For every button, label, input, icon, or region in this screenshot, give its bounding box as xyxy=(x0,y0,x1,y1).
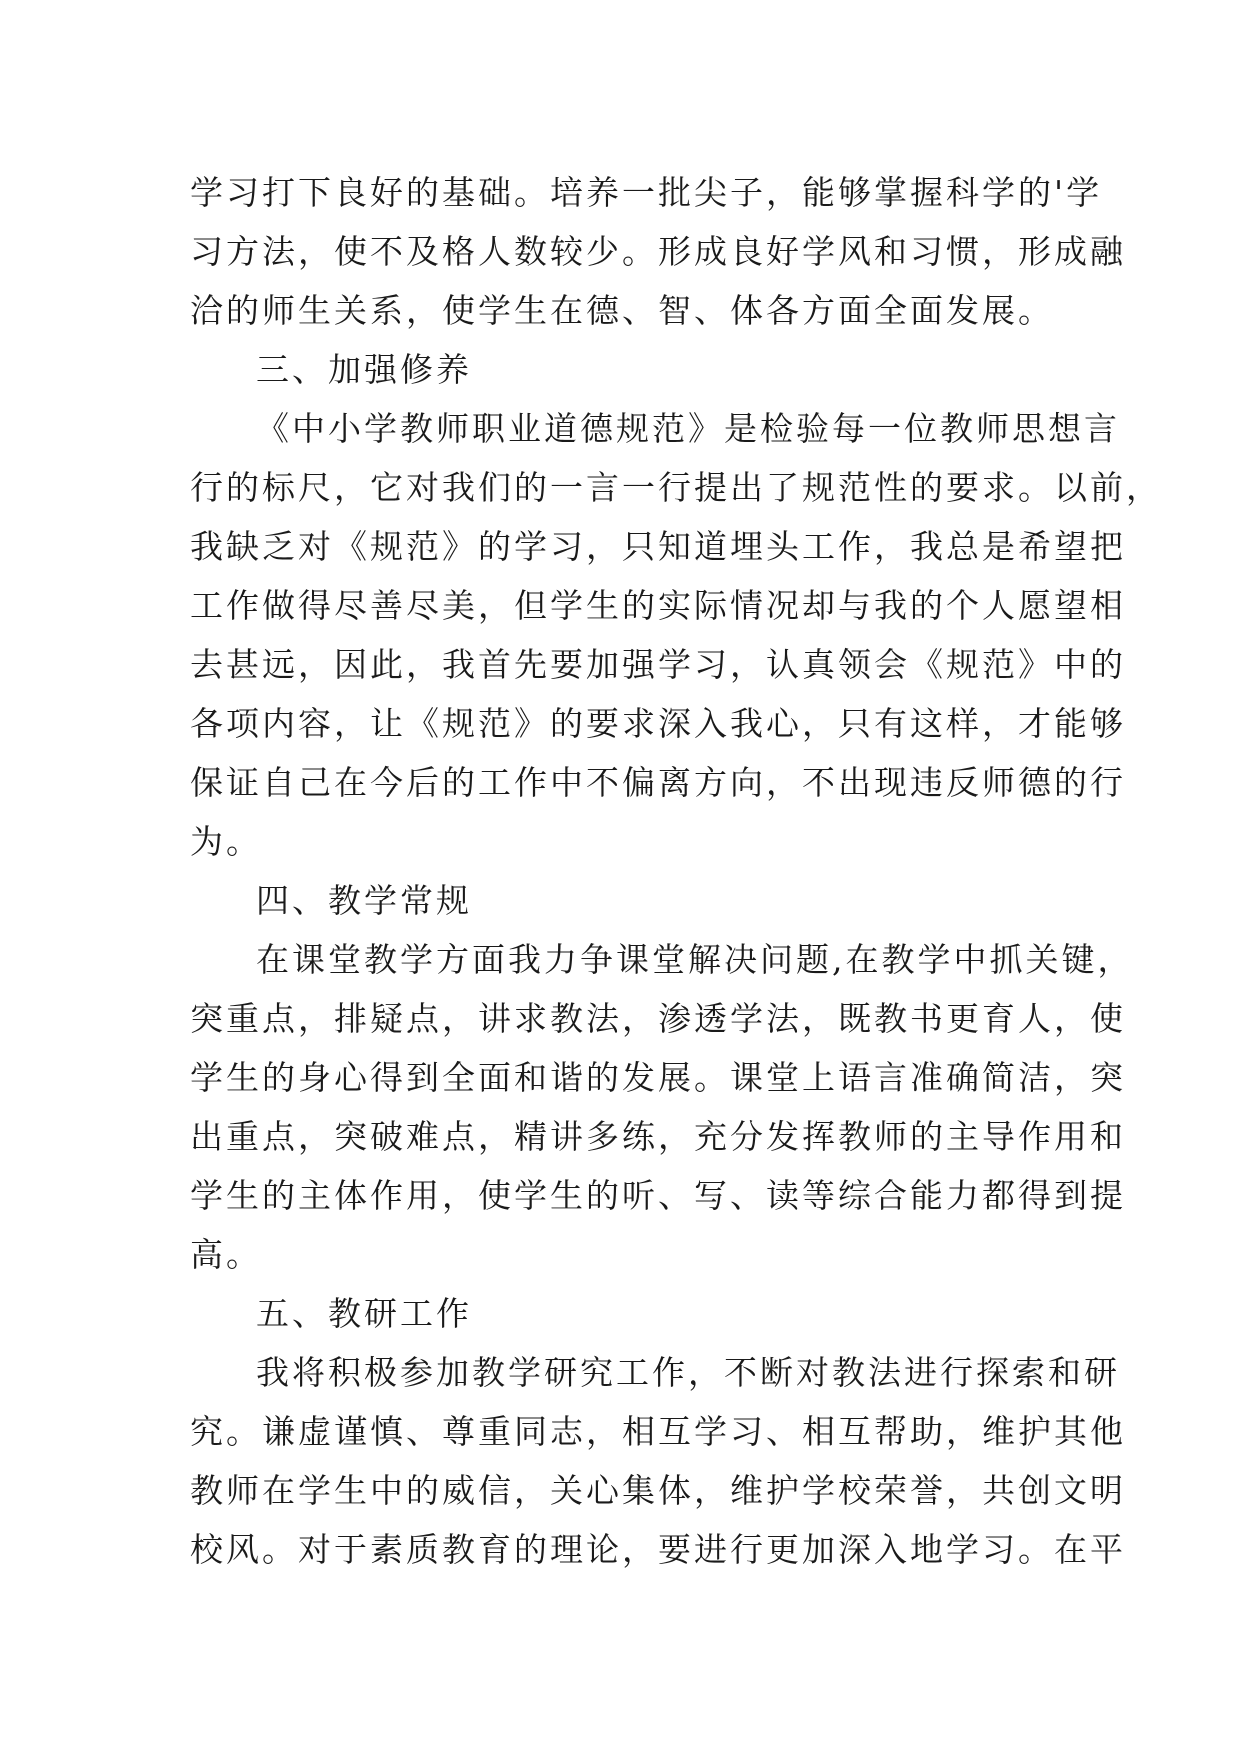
paragraph xyxy=(190,399,1162,871)
text-line: 为。 xyxy=(190,822,262,861)
text-line: 去甚远，因此，我首先要加强学习，认真领会《规范》中的 xyxy=(190,645,1126,684)
text-line: 学习打下良好的基础。培养一批尖子，能够掌握科学的'学 xyxy=(190,173,1103,212)
text-line: 我将积极参加教学研究工作，不断对教法进行探索和研 xyxy=(256,1353,1120,1392)
text-line: 学生的主体作用，使学生的听、写、读等综合能力都得到提 xyxy=(190,1176,1126,1215)
text-line: 突重点，排疑点，讲求教法，渗透学法，既教书更育人，使 xyxy=(190,999,1126,1038)
section-heading: 四、教学常规 xyxy=(256,881,472,920)
text-line: 我缺乏对《规范》的学习，只知道埋头工作，我总是希望把 xyxy=(190,527,1126,566)
text-line: 保证自己在今后的工作中不偏离方向，不出现违反师德的行 xyxy=(190,763,1126,802)
text-line: 工作做得尽善尽美，但学生的实际情况却与我的个人愿望相 xyxy=(190,586,1126,625)
text-line: 习方法，使不及格人数较少。形成良好学风和习惯，形成融 xyxy=(190,232,1126,271)
text-line: 《中小学教师职业道德规范》是检验每一位教师思想言 xyxy=(256,409,1120,448)
text-line: 究。谦虚谨慎、尊重同志，相互学习、相互帮助，维护其他 xyxy=(190,1412,1126,1451)
text-line: 校风。对于素质教育的理论，要进行更加深入地学习。在平 xyxy=(190,1530,1126,1569)
text-line: 教师在学生中的威信，关心集体，维护学校荣誉，共创文明 xyxy=(190,1471,1126,1510)
paragraph xyxy=(190,163,1126,340)
document-body xyxy=(190,163,1162,1579)
text-line: 出重点，突破难点，精讲多练，充分发挥教师的主导作用和 xyxy=(190,1117,1126,1156)
text-line: 高。 xyxy=(190,1235,262,1274)
section-heading: 三、加强修养 xyxy=(256,350,472,389)
text-line: 学生的身心得到全面和谐的发展。课堂上语言准确简洁，突 xyxy=(190,1058,1126,1097)
paragraph xyxy=(190,930,1134,1284)
paragraph xyxy=(190,1343,1126,1579)
section-heading: 五、教研工作 xyxy=(256,1294,472,1333)
text-line: 行的标尺，它对我们的一言一行提出了规范性的要求。以前， xyxy=(190,468,1162,507)
text-line: 在课堂教学方面我力争课堂解决问题,在教学中抓关键， xyxy=(256,940,1134,979)
text-line: 洽的师生关系，使学生在德、智、体各方面全面发展。 xyxy=(190,291,1054,330)
text-line: 各项内容，让《规范》的要求深入我心，只有这样，才能够 xyxy=(190,704,1126,743)
